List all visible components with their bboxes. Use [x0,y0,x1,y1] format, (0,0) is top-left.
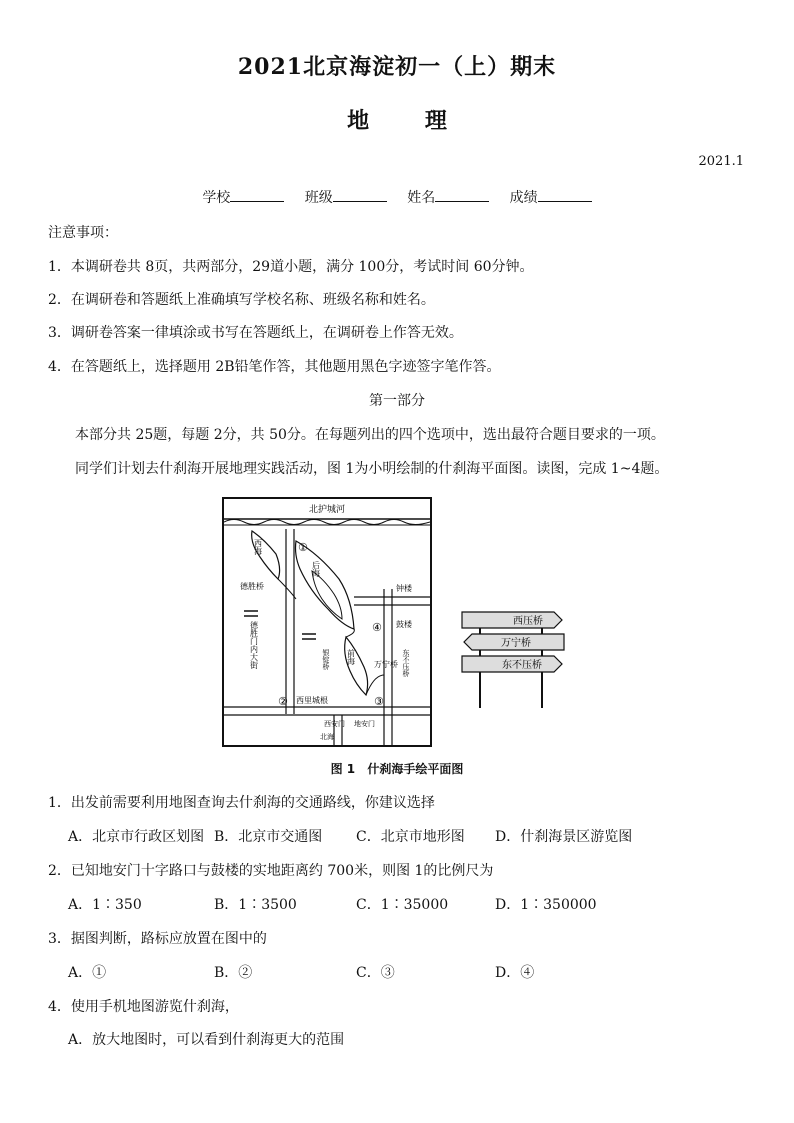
map-label-yinding-bridge: 银锭桥 [322,649,330,670]
map-label-dongbuyaqiao: 东不压桥 [402,649,410,677]
part-heading: 第一部分 [369,393,425,409]
student-info-row [0,187,794,207]
sign-label-3: 东不压桥 [502,660,542,671]
question-1-option-a[interactable]: A．北京市行政区划图 [68,829,205,845]
figure-title: 什刹海手绘平面图 [367,762,464,776]
score-field[interactable]: 成绩 [510,187,592,207]
question-3-stem: 3．据图判断，路标应放置在图中的 [48,931,267,947]
question-context: 同学们计划去什刹海开展地理实践活动，图 1为小明绘制的什刹海平面图。读图，完成 1~4题。 [75,461,669,477]
question-2-option-a[interactable]: A．1∶350 [68,897,142,913]
map-label-xihai: 西海 [253,539,263,555]
note-item: 4．在答题纸上，选择题用 2B铅笔作答，其他题用黑色字迹签字笔作答。 [48,359,501,375]
question-2-option-c[interactable]: C．1∶35000 [356,897,449,913]
question-2-option-d[interactable]: D．1∶350000 [495,897,597,913]
sign-label-1: 西压桥 [513,616,543,627]
question-2-stem: 2．已知地安门十字路口与鼓楼的实地距离约 700米，则图 1的比例尺为 [48,863,494,879]
map-label-xianmen: 西安门 [324,720,345,728]
question-3-option-b[interactable]: B．② [214,965,253,981]
map-drawing [224,499,430,745]
map-label-deshengmen-street: 德胜门内大街 [249,621,259,669]
question-4-stem: 4．使用手机地图游览什刹海， [48,999,239,1015]
question-1-stem: 1．出发前需要利用地图查询去什刹海的交通路线，你建议选择 [48,795,435,811]
map-label-bell-tower: 钟楼 [396,584,412,593]
signpost-illustration [458,600,568,710]
figure-number: 图 1 [330,762,356,776]
map-label-qianhai: 前海 [346,649,356,665]
map-label-houhai: 后海 [311,561,321,577]
note-item: 1．本调研卷共 8页，共两部分，29道小题，满分 100分，考试时间 60分钟。 [48,259,534,275]
map-label-wanning-bridge: 万宁桥 [374,660,398,669]
map-label-xili-chenggen: 西里城根 [296,696,328,705]
question-1-option-b[interactable]: B．北京市交通图 [214,829,323,845]
question-1-option-c[interactable]: C．北京市地形图 [356,829,465,845]
subject-char-1: 地 [347,108,370,134]
signpost-drawing [458,600,568,710]
name-field[interactable]: 姓名 [407,187,489,207]
note-item: 2．在调研卷和答题纸上准确填写学校名称、班级名称和姓名。 [48,292,435,308]
question-3-option-c[interactable]: C．③ [356,965,395,981]
map-marker-4: ④ [372,621,382,634]
question-3-option-a[interactable]: A．① [68,965,107,981]
school-field[interactable]: 学校 [202,187,284,207]
exam-date: 2021.1 [698,154,744,169]
shichahai-map [222,497,432,747]
map-label-dianmen: 地安门 [354,720,375,728]
note-item: 3．调研卷答案一律填涂或书写在答题纸上，在调研卷上作答无效。 [48,325,463,341]
sign-label-2: 万宁桥 [501,638,531,649]
map-marker-1: ① [298,541,308,554]
map-label-river: 北护城河 [308,505,346,515]
map-label-desheng-bridge: 德胜桥 [240,582,264,591]
map-label-beihai: 北海 [320,733,334,741]
question-2-option-b[interactable]: B．1∶3500 [214,897,297,913]
subject-char-2: 理 [424,108,447,134]
map-marker-2: ② [278,695,288,708]
subject-title [0,104,794,135]
part-intro: 本部分共 25题，每题 2分，共 50分。在每题列出的四个选项中，选出最符合题目要求的一项。 [75,427,665,443]
question-4-option-a[interactable]: A．放大地图时，可以看到什刹海更大的范围 [68,1032,345,1048]
notes-heading: 注意事项： [48,225,118,241]
question-3-option-d[interactable]: D．④ [495,965,535,981]
map-label-drum-tower: 鼓楼 [396,620,412,629]
class-field[interactable]: 班级 [305,187,387,207]
question-1-option-d[interactable]: D．什刹海景区游览图 [495,829,633,845]
page-title: 2021北京海淀初一（上）期末 [237,54,557,80]
map-marker-3: ③ [374,695,384,708]
figure-caption [0,760,794,777]
